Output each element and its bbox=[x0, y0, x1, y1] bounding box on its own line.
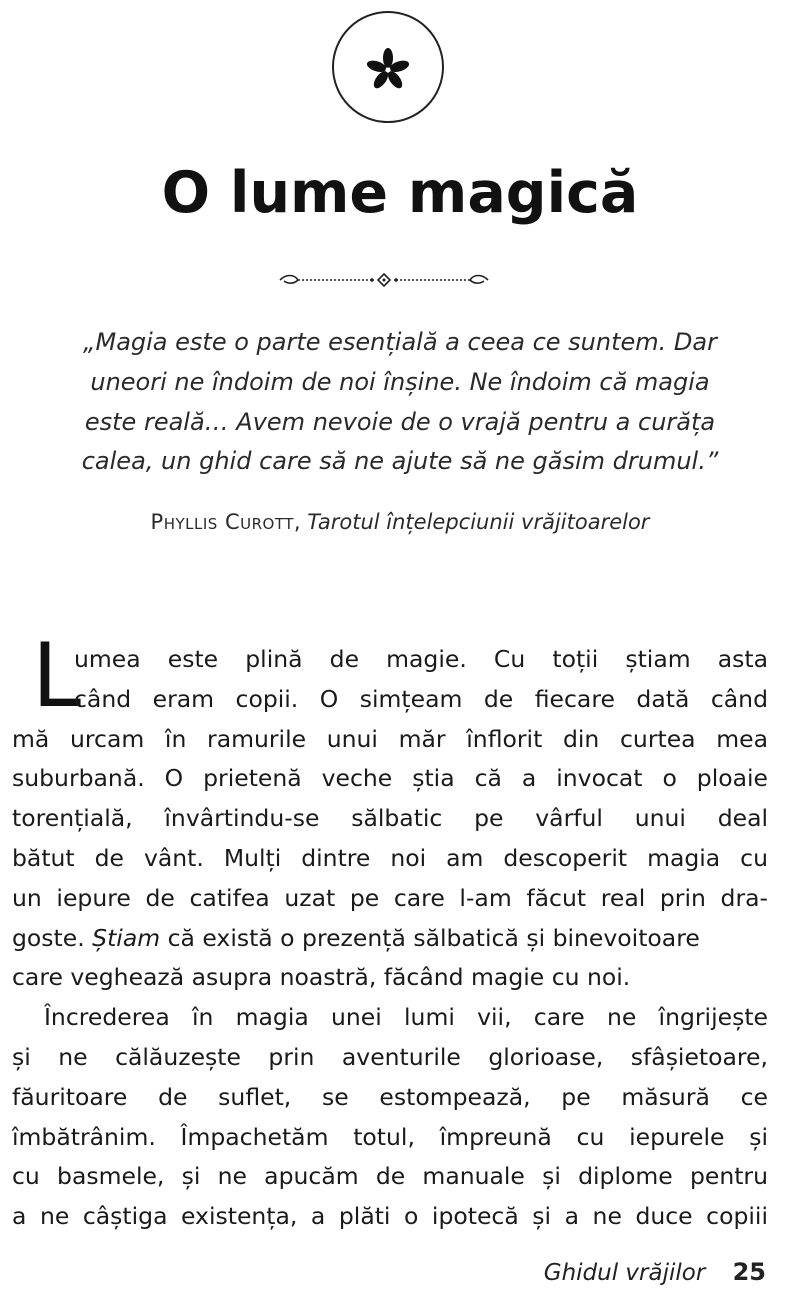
paragraph-line: torențială, învârtindu-se sălbatic pe vârful unui deal bbox=[12, 804, 768, 833]
attribution-separator: , bbox=[293, 510, 308, 534]
paragraph-line: cu basmele, și ne apucăm de manuale și diplome pentru bbox=[12, 1162, 768, 1191]
paragraph-line: a ne câștiga existența, a plăti o ipotecă și a ne duce copiii bbox=[12, 1202, 768, 1231]
epigraph-line: calea, un ghid care să ne ajute să ne găsim drumul.” bbox=[81, 447, 719, 476]
paragraph-line: îmbătrânim. Împachetăm totul, împreună cu iepurele și bbox=[12, 1122, 768, 1151]
chapter-title: O lume magică bbox=[161, 160, 639, 226]
drop-cap: L bbox=[32, 624, 82, 727]
paragraph-line: și ne călăuzește prin aventurile glorioase, sfâșietoare, bbox=[12, 1042, 768, 1071]
epigraph-line: „Magia este o parte esențială a ceea ce suntem. Dar bbox=[83, 328, 717, 356]
epigraph-quote bbox=[30, 322, 770, 481]
emphasized-word: Știam bbox=[92, 923, 161, 952]
paragraph-line: Încrederea în magia unei lumi vii, care ne îngrijește bbox=[44, 1003, 768, 1032]
paragraph-line: umea este plină de magie. Cu toții știam asta bbox=[74, 645, 768, 673]
paragraph-line bbox=[12, 919, 768, 959]
page-number: 25 bbox=[732, 1258, 766, 1286]
paragraph-line: suburbană. O prietenă veche știa că a invocat o ploaie bbox=[12, 764, 768, 793]
paragraph-line: care veghează asupra noastră, făcând magie cu noi. bbox=[12, 963, 631, 992]
epigraph-attribution bbox=[0, 510, 800, 534]
line-text: că există o prezență sălbatică și binevoitoare bbox=[160, 923, 700, 952]
paragraph-line: un iepure de catifea uzat pe care l-am făcut real prin dra- bbox=[12, 883, 768, 912]
page-footer bbox=[544, 1258, 766, 1286]
paragraph-line: bătut de vânt. Mulți dintre noi am descoperit magia cu bbox=[12, 843, 768, 872]
five-petal-flower-icon bbox=[331, 10, 445, 124]
paragraph-line: făuritoare de suflet, se estompează, pe măsură ce bbox=[12, 1082, 768, 1111]
decorative-divider-icon bbox=[276, 270, 492, 290]
epigraph-line: uneori ne îndoim de noi înșine. Ne îndoim că magia bbox=[90, 367, 710, 396]
line-text: goste. bbox=[12, 923, 93, 952]
epigraph-line: este reală… Avem nevoie de o vrajă pentru a curăța bbox=[84, 407, 716, 436]
paragraph-line: mă urcam în ramurile unui măr înflorit din curtea mea bbox=[12, 724, 768, 753]
paragraph-line: când eram copii. O simțeam de fiecare dată când bbox=[74, 684, 768, 713]
body-text bbox=[12, 640, 768, 1237]
epigraph-author: Phyllis Curott bbox=[150, 510, 294, 534]
running-title: Ghidul vrăjilor bbox=[543, 1260, 706, 1286]
epigraph-work-title: Tarotul înțelepciunii vrăjitoarelor bbox=[307, 510, 650, 534]
